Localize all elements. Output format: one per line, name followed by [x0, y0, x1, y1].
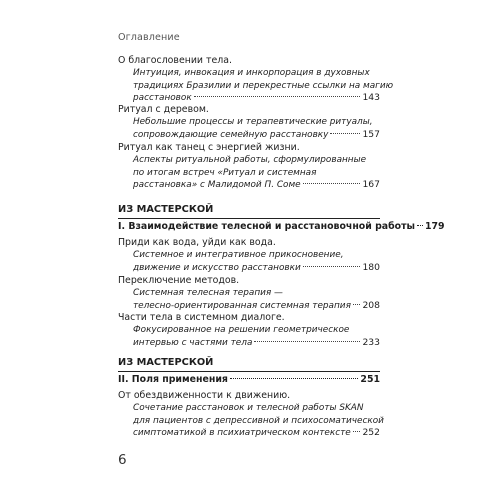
toc-entry: [118, 312, 380, 349]
part-title-text: II. Поля применения: [118, 373, 228, 385]
leader-dots: [353, 304, 361, 305]
page-folio: 6: [118, 452, 127, 468]
toc-entry: [118, 55, 394, 104]
entry-desc-line: Аспекты ритуальной работы, сформулированные: [133, 155, 367, 166]
leader-dots: [194, 96, 361, 97]
leader-dots: [417, 225, 423, 226]
entry-title: Приди как вода, уйди как вода.: [118, 237, 276, 248]
toc-entry: [118, 104, 380, 141]
entry-description: [133, 249, 380, 274]
toc-entry: [118, 142, 380, 191]
entry-title: Переключение методов.: [118, 275, 240, 286]
page-number: 208: [362, 299, 380, 311]
entry-title: Ритуал с деревом.: [118, 104, 209, 115]
entry-description: [133, 116, 380, 141]
part-title: [118, 374, 380, 386]
page-number: 180: [362, 261, 380, 273]
section-rule: [118, 371, 380, 372]
page-number: 251: [360, 373, 380, 385]
entry-desc-line: телесно-ориентированная системная терапия: [133, 300, 351, 311]
entry-desc-line: для пациентов с депрессивной и психосоматической: [133, 415, 384, 426]
part-title-text: I. Взаимодействие телесной и расстановочной работы: [118, 220, 416, 232]
running-header: Оглавление: [118, 32, 180, 43]
leader-dots: [303, 266, 361, 267]
entry-desc-line: интервью с частями тела: [133, 337, 253, 348]
leader-dots: [303, 183, 361, 184]
entry-desc-line: по итогам встреч «Ритуал и системная: [133, 167, 317, 178]
entry-description: [133, 67, 394, 104]
toc-section: [118, 204, 445, 233]
section-rule: [118, 218, 380, 219]
toc-entry: [118, 275, 380, 312]
entry-title: Части тела в системном диалоге.: [118, 312, 285, 323]
toc-entry: [118, 237, 380, 274]
page-number: 252: [362, 427, 380, 438]
entry-desc-line: Небольшие процессы и терапевтические ритуалы,: [133, 117, 373, 128]
entry-desc-line: Системная телесная терапия —: [133, 288, 283, 299]
entry-desc-line: традициях Бразилии и перекрестные ссылки на магию: [133, 80, 394, 91]
entry-description: [133, 402, 384, 439]
entry-title: О благословении тела.: [118, 55, 232, 66]
leader-dots: [254, 341, 360, 342]
page-number: 157: [362, 128, 380, 140]
section-heading: ИЗ МАСТЕРСКОЙ: [118, 357, 214, 368]
toc-entry: [118, 390, 384, 439]
leader-dots: [230, 378, 359, 379]
entry-desc-line: Сочетание расстановок и телесной работы SKAN: [133, 403, 364, 414]
entry-title: Ритуал как танец с энергией жизни.: [118, 142, 300, 153]
entry-desc-line: расстановка» с Малидомой П. Соме: [133, 180, 301, 190]
entry-desc-line: Фокусированное на решении геометрическое: [133, 325, 350, 336]
page-number: 167: [362, 179, 380, 190]
entry-desc-line: симптоматикой в психиатрическом контексте: [133, 428, 351, 438]
entry-desc-line: Системное и интегративное прикосновение,: [133, 250, 344, 261]
entry-desc-line: расстановок: [133, 93, 192, 103]
entry-description: [133, 287, 380, 312]
leader-dots: [353, 431, 361, 432]
leader-dots: [330, 133, 360, 134]
entry-description: [133, 324, 380, 349]
page-number: 233: [362, 336, 380, 348]
entry-desc-line: Интуиция, инвокация и инкорпорация в духовных: [133, 68, 370, 79]
page-number: 179: [425, 220, 445, 232]
entry-desc-line: движение и искусство расстановки: [133, 262, 301, 273]
page-number: 143: [362, 92, 380, 103]
entry-title: От обездвиженности к движению.: [118, 390, 291, 401]
entry-description: [133, 154, 380, 191]
section-heading: ИЗ МАСТЕРСКОЙ: [118, 204, 214, 215]
entry-desc-line: сопровождающие семейную расстановку: [133, 129, 329, 140]
toc-section: [118, 357, 380, 386]
part-title: [118, 220, 445, 233]
